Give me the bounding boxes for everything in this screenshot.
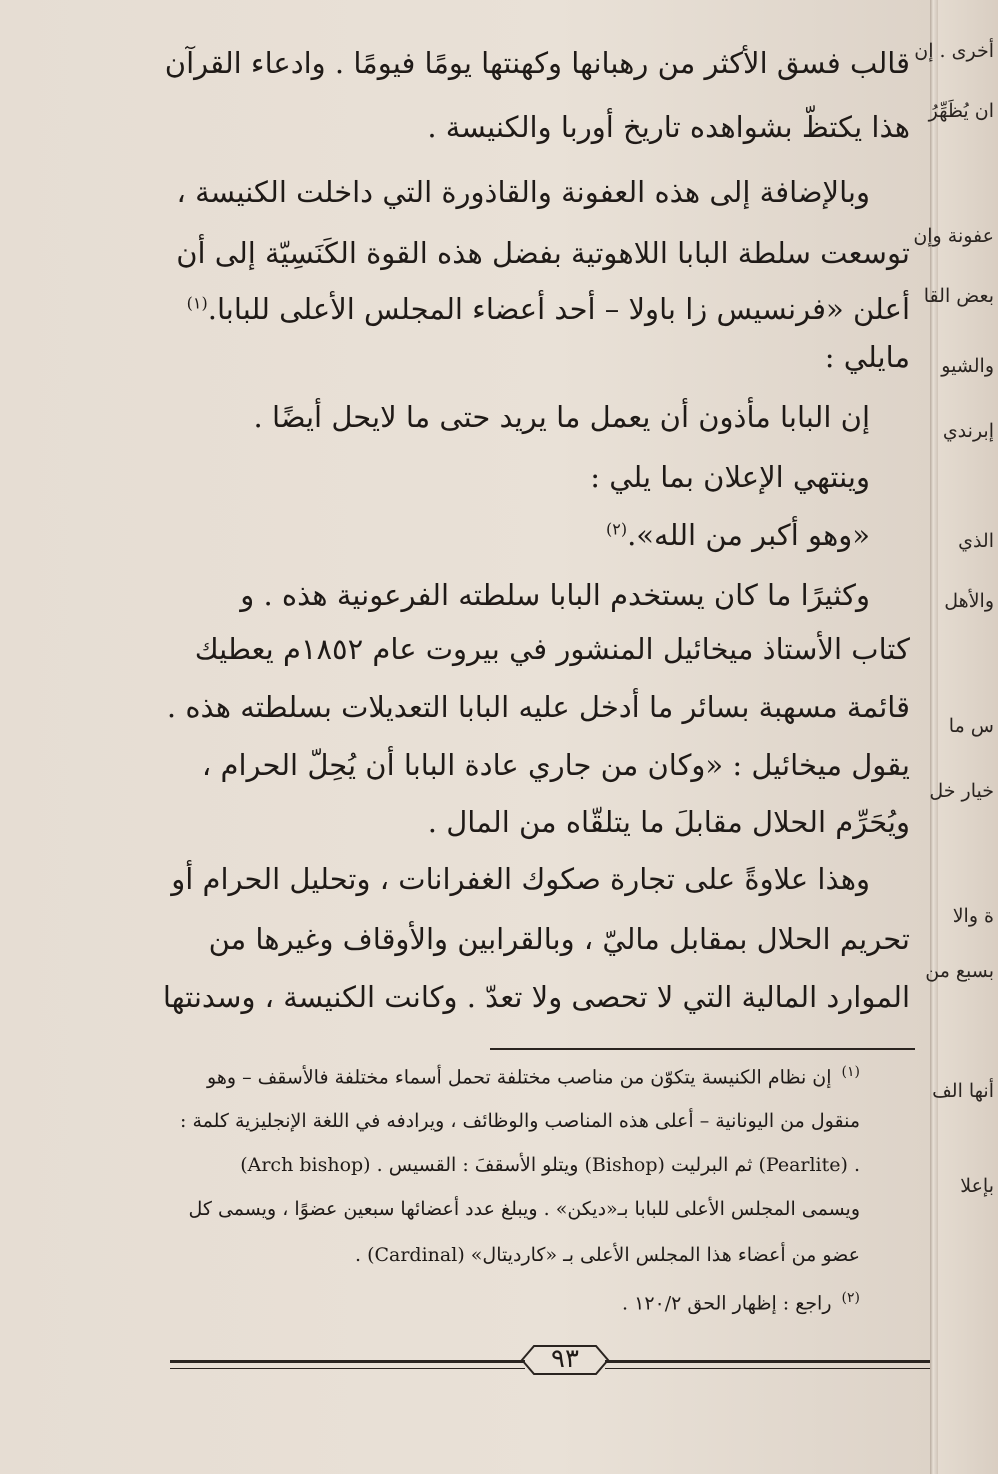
text-line: توسعت سلطة البابا اللاهوتية بفضل هذه القوة الكَنَسِيّة إلى أن [176,236,910,270]
adjacent-text: ان يُظَهِّرُ [928,100,994,122]
footnote-line [622,1290,860,1314]
adjacent-text: الذي [958,530,994,552]
adjacent-text: عفونة وإن [913,225,994,247]
text-line: هذا يكتظّ بشواهده تاريخ أوربا والكنيسة . [427,110,910,144]
footer-rule-right [605,1360,933,1363]
text-line [187,292,910,326]
footer-rule-right-thin [605,1368,933,1369]
footnote-line: منقول من اليونانية – أعلى هذه المناصب والوظائف ، ويرادفه في اللغة الإنجليزية كلمة : [180,1110,860,1132]
page-gutter [930,0,938,1474]
text-line: إن البابا مأذون أن يعمل ما يريد حتى ما لايحل أيضًا . [253,400,870,434]
text-line: ويُحَرِّم الحلال مقابلَ ما يتلقّاه من المال . [427,805,910,839]
adjacent-text: ة والا [952,905,994,927]
text-line: قائمة مسهبة بسائر ما أدخل عليه البابا التعديلات بسلطته هذه . [166,690,910,724]
footnote-line [207,1064,860,1088]
adjacent-text: أنها الف [932,1080,994,1102]
text-line: الموارد المالية التي لا تحصى ولا تعدّ . وكانت الكنيسة ، وسدنتها [162,980,910,1014]
footer-rule-left-thin [170,1368,525,1369]
page-number-ornament [520,1342,610,1378]
footnote-text: إن نظام الكنيسة يتكوّن من مناصب مختلفة تحمل أسماء مختلفة فالأسقف – وهو [207,1066,832,1089]
text-line: وبالإضافة إلى هذه العفونة والقاذورة التي داخلت الكنيسة ، [176,175,870,209]
footnote-marker: (١) [186,293,208,313]
text-line: كتاب الأستاذ ميخائيل المنشور في بيروت عام ١٨٥٢م يعطيك [194,632,910,666]
text-line: وينتهي الإعلان بما يلي : [590,460,870,494]
footer-rule-left [170,1360,525,1363]
text-line: وهذا علاوةً على تجارة صكوك الغفرانات ، وتحليل الحرام أو [171,862,870,896]
adjacent-text: بإعلا [960,1175,994,1197]
page-number: ٩٣ [551,1344,579,1374]
footnote-number: (٢) [841,1290,860,1306]
text-line: وكثيرًا ما كان يستخدم البابا سلطته الفرعونية هذه . و [240,578,870,612]
adjacent-text: س ما [948,715,994,737]
text-line [606,518,870,552]
adjacent-page [913,0,998,1474]
adjacent-text: بسبع من [925,960,994,982]
adjacent-text: خيار خل [929,780,994,802]
footnote-text: راجع : إظهار الحق ١٢٠/٢ . [622,1292,832,1315]
footnote-line: (Arch bishop) . ويتلو الأسقفَ : القسيس (Bishop) ثم البرليت (Pearlite) . [240,1154,860,1176]
adjacent-text: أخرى . إن [914,40,994,62]
text-line: يقول ميخائيل : «وكان من جاري عادة البابا أن يُحِلّ الحرام ، [201,748,910,782]
footnote-marker: (٢) [606,519,628,539]
footnote-line: عضو من أعضاء هذا المجلس الأعلى بـ «كارديتال» (Cardinal) . [354,1244,860,1266]
footnote-number: (١) [841,1064,860,1080]
text-line: مايلي : [824,340,910,374]
adjacent-text: إبرندي [942,420,994,442]
text-line-content: أعلن «فرنسيس زا باولا – أحد أعضاء المجلس الأعلى للبابا. [207,292,910,326]
footnote-line: ويسمى المجلس الأعلى للبابا بـ«ديكن» . ويبلغ عدد أعضائها سبعين عضوًا ، ويسمى كل [188,1198,860,1220]
text-line: تحريم الحلال بمقابل ماليّ ، وبالقرابين والأوقاف وغيرها من [208,922,910,956]
text-line-content: «وهو أكبر من الله». [627,518,870,552]
text-line: قالب فسق الأكثر من رهبانها وكهنتها يومًا فيومًا . وادعاء القرآن [164,46,910,80]
adjacent-text: بعض القا [923,285,994,307]
adjacent-text: والأهل [944,590,994,612]
adjacent-text: والشيو [941,355,994,377]
footnote-divider [490,1048,915,1050]
